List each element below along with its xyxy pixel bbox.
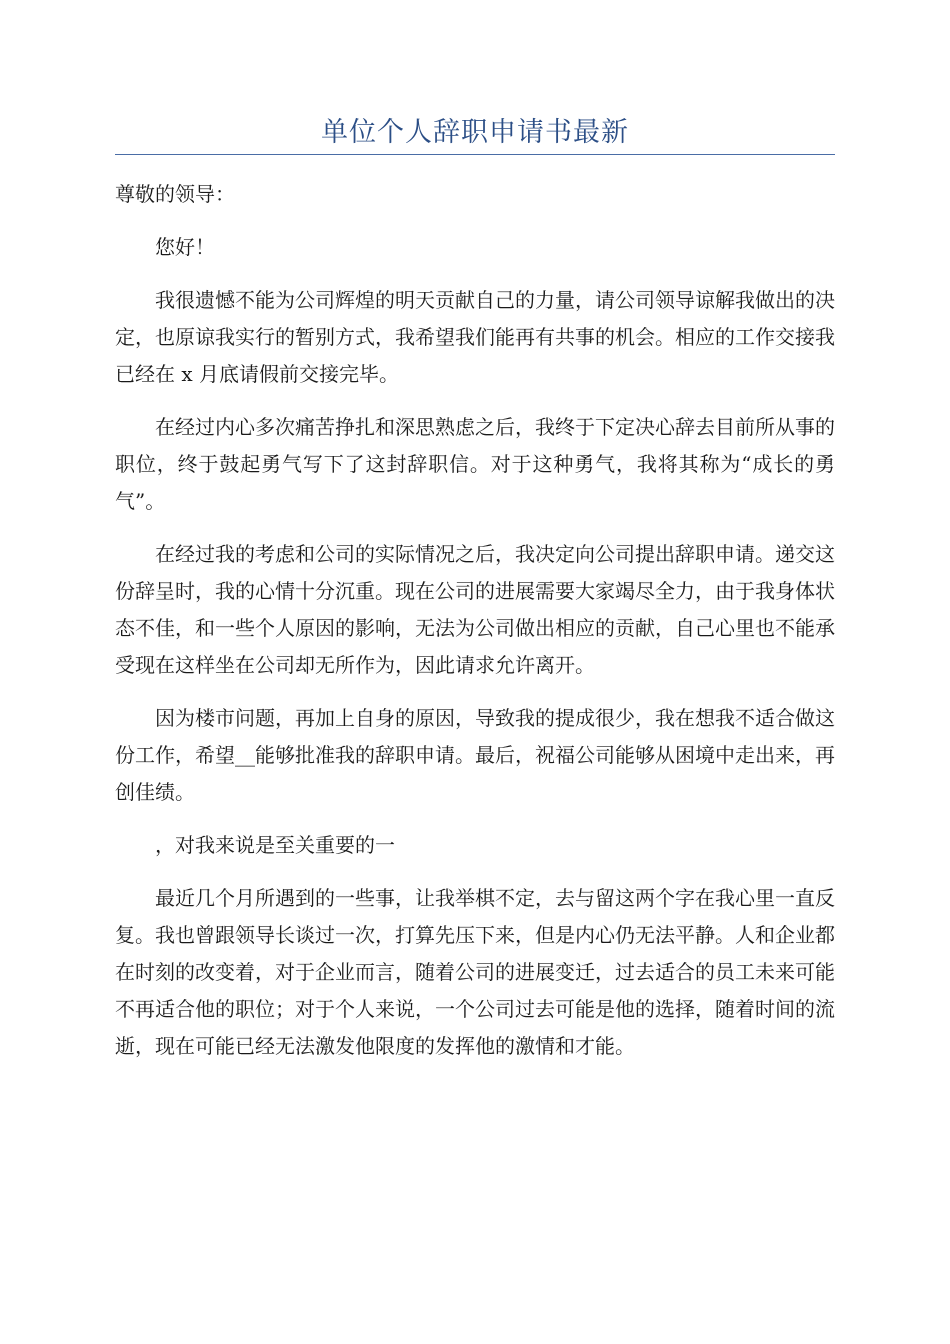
body-paragraph: 在经过我的考虑和公司的实际情况之后，我决定向公司提出辞职申请。递交这份辞呈时，我的心情十分沉重。现在公司的进展需要大家竭尽全力，由于我身体状态不佳，和一些个人原因的影响，无法为公司做出相应的贡献，自己心里也不能承受现在这样坐在公司却无所作为，因此请求允许离开。 bbox=[115, 542, 835, 677]
title-underline bbox=[115, 154, 835, 155]
body-paragraph: 最近几个月所遇到的一些事，让我举棋不定，去与留这两个字在我心里一直反复。我也曾跟领导长谈过一次，打算先压下来，但是内心仍无法平静。人和企业都在时刻的改变着，对于企业而言，随着公司的进展变迁，过去适合的员工未来可能不再适合他的职位；对于个人来说，一个公司过去可能是他的选择，随着时间的流逝，现在可能已经无法激发他限度的发挥他的激情和才能。 bbox=[115, 886, 835, 1058]
body-paragraph: ，对我来说是至关重要的一 bbox=[155, 833, 395, 857]
salutation: 尊敬的领导： bbox=[115, 182, 235, 206]
body-paragraph: 在经过内心多次痛苦挣扎和深思熟虑之后，我终于下定决心辞去目前所从事的职位，终于鼓起勇气写下了这封辞职信。对于这种勇气，我将其称为“成长的勇气”。 bbox=[115, 415, 835, 513]
body-paragraph: 我很遗憾不能为公司辉煌的明天贡献自己的力量，请公司领导谅解我做出的决定，也原谅我实行的暂别方式，我希望我们能再有共事的机会。相应的工作交接我已经在 x 月底请假前交接完毕。 bbox=[115, 288, 835, 386]
document-title: 单位个人辞职申请书最新 bbox=[321, 117, 629, 148]
document-body bbox=[115, 176, 835, 1081]
body-paragraph: 因为楼市问题，再加上自身的原因，导致我的提成很少，我在想我不适合做这份工作，希望__能够批准我的辞职申请。最后，祝福公司能够从困境中走出来，再创佳绩。 bbox=[115, 706, 835, 804]
greeting-paragraph: 您好！ bbox=[155, 235, 215, 259]
